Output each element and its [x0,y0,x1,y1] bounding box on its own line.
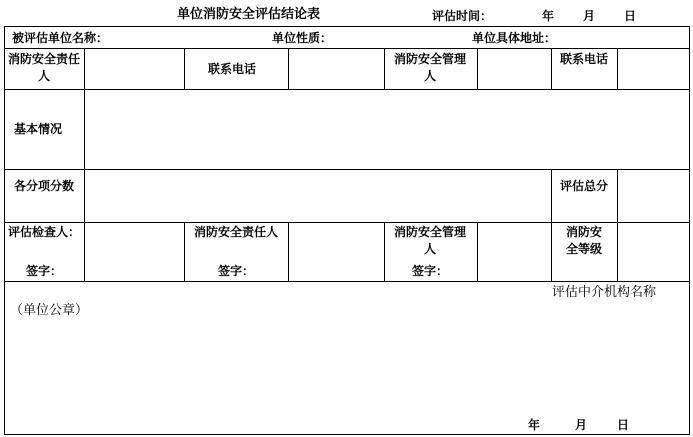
vline-r4-e [477,222,478,281]
hline-row3 [4,222,690,223]
header-month-label: 月 [583,9,596,23]
hline-bottom [4,434,690,435]
vline-r1-f [551,48,552,89]
vline-r4-c [288,222,289,281]
unit-seal-label: （单位公章） [10,303,89,318]
unit-name-label: 被评估单位名称： [12,31,109,45]
vline-r2 [84,89,85,169]
vline-left [4,26,5,435]
vline-r1-e [477,48,478,89]
footer-day-label: 日 [617,418,630,432]
vline-r3-c [617,169,618,222]
vline-r1-g [617,48,618,89]
unit-address-label: 单位具体地址： [472,31,557,45]
vline-right [689,26,690,435]
fire-safety-responsible-label: 消防安全责任人 [8,52,81,83]
basic-situation-label: 基本情况 [14,122,63,136]
vline-r4-g [617,222,618,281]
safety-level-label: 消防安全等级 [565,225,602,256]
vline-r1-c [288,48,289,89]
vline-r4-d [384,222,385,281]
hline-info [4,48,690,49]
hline-row2 [4,169,690,170]
total-score-label: 评估总分 [559,179,608,193]
vline-r3-a [84,169,85,222]
eval-time-label: 评估时间： [432,9,493,23]
responsible-person-label: 消防安全责任人 [193,225,278,239]
vline-r3-b [551,169,552,222]
agency-name-label: 评估中介机构名称 [552,285,657,300]
hline-row4 [4,281,690,282]
responsible-sign-label: 签字： [217,264,254,278]
vline-r4-f [551,222,552,281]
hline-row1 [4,89,690,90]
footer-month-label: 月 [575,418,588,432]
vline-r1-a [84,48,85,89]
hline-top [4,26,690,27]
vline-r4-a [84,222,85,281]
item-scores-label: 各分项分数 [13,179,74,193]
vline-r1-d [384,48,385,89]
manager-person-label: 消防安全管理人 [393,225,466,256]
inspector-label: 评估检查人： [8,225,81,239]
header-day-label: 日 [624,9,637,23]
footer-year-label: 年 [528,418,541,432]
vline-r4-b [184,222,185,281]
vline-r1-b [184,48,185,89]
form-title: 单位消防安全评估结论表 [177,7,321,22]
header-year-label: 年 [542,9,555,23]
contact-phone-label-2: 联系电话 [559,52,608,66]
manager-sign-label: 签字： [411,264,448,278]
inspector-sign-label: 签字： [25,264,62,278]
fire-safety-manager-label: 消防安全管理人 [393,52,466,83]
contact-phone-label-1: 联系电话 [208,62,257,76]
unit-nature-label: 单位性质： [272,31,333,45]
